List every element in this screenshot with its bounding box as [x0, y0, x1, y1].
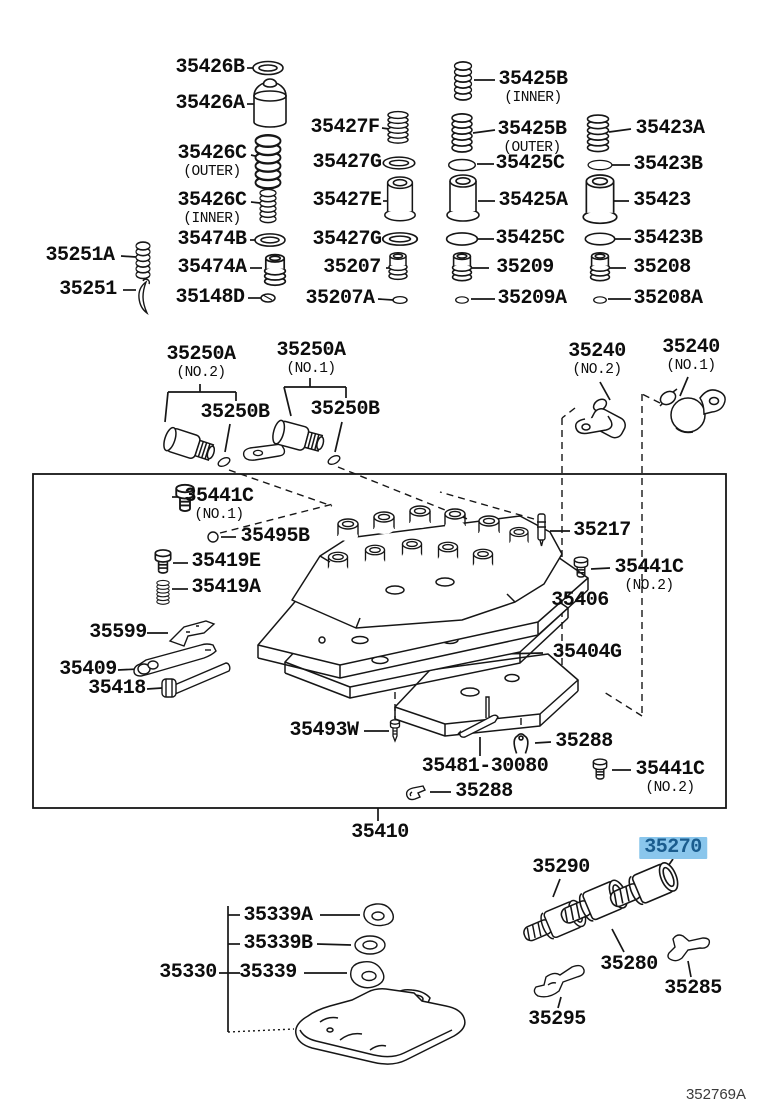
part-label-35208a[interactable] — [633, 289, 702, 309]
oring-icon — [585, 233, 614, 245]
solenoid-icon — [161, 426, 217, 465]
bracket-icon — [534, 966, 584, 997]
retainer-icon — [265, 255, 286, 286]
seal-icon — [351, 962, 384, 988]
part-qualifier: (NO.2) — [176, 365, 226, 381]
plate-icon — [170, 621, 214, 646]
part-label-35250b-1[interactable] — [200, 403, 269, 423]
diagram-code: 352769A — [685, 1086, 747, 1103]
part-label-35423[interactable] — [633, 191, 691, 211]
oil-strainer-icons — [296, 904, 465, 1064]
part-qualifier: (OUTER) — [503, 140, 561, 156]
piston-icon — [254, 79, 286, 127]
retainer-icon — [389, 253, 407, 280]
part-number: 35423B — [633, 227, 703, 250]
part-label-35280[interactable] — [600, 955, 658, 975]
part-label-35493w[interactable] — [289, 721, 358, 741]
part-number: 35426C — [177, 142, 247, 165]
part-number: 35410 — [351, 821, 409, 844]
spring-icon — [452, 114, 472, 152]
part-qualifier: (INNER) — [183, 211, 241, 227]
part-label-35250b-2[interactable] — [310, 400, 379, 420]
sensor-icon — [658, 389, 725, 433]
spring-icon — [455, 62, 472, 100]
part-number-highlighted: 35270 — [639, 837, 707, 859]
part-qualifier: (NO.1) — [286, 361, 336, 377]
part-number: 35425B — [497, 118, 567, 141]
part-number: 35240 — [568, 340, 626, 363]
solenoid-bracket — [244, 444, 285, 460]
part-label-35427f[interactable] — [310, 118, 379, 138]
spring-icon — [157, 580, 169, 604]
part-number: 35441C — [635, 758, 705, 781]
part-number: 35240 — [662, 336, 720, 359]
part-number: 35474A — [177, 256, 247, 279]
part-label-35474a[interactable] — [177, 258, 246, 278]
part-label-35240-no1[interactable] — [662, 338, 720, 375]
part-label-35426c-inner[interactable] — [177, 191, 246, 228]
part-label-35441c-no2-mid[interactable] — [614, 558, 683, 595]
part-label-35423b-2[interactable] — [633, 229, 702, 249]
part-label-35290[interactable] — [532, 858, 590, 878]
lever-icon — [134, 644, 216, 676]
part-number: 35339 — [239, 961, 297, 984]
strainer-icon — [296, 989, 465, 1064]
part-label-35441c-no1[interactable] — [184, 487, 253, 524]
part-number: 35419A — [191, 576, 261, 599]
part-label-35251[interactable] — [59, 280, 117, 300]
part-number: 35250A — [276, 339, 346, 362]
oring-icon — [327, 454, 342, 466]
part-label-35425b-inner[interactable] — [498, 70, 567, 107]
part-label-35339a[interactable] — [243, 906, 312, 926]
part-number: 35330 — [159, 961, 217, 984]
part-label-35404g[interactable] — [552, 643, 621, 663]
part-number: 35250B — [200, 401, 270, 424]
part-label-35419a[interactable] — [191, 578, 260, 598]
part-number: 35425C — [495, 227, 565, 250]
screw-icon — [391, 720, 400, 741]
spring-icon — [136, 242, 150, 279]
ring-icon — [594, 297, 607, 303]
piston-icon — [583, 175, 617, 223]
piston-icon — [447, 175, 479, 221]
part-number: 35409 — [59, 658, 117, 681]
part-label-35288-2[interactable] — [455, 782, 513, 802]
part-number: 35474B — [177, 228, 247, 251]
part-label-35495b[interactable] — [240, 527, 309, 547]
part-label-35217[interactable] — [573, 521, 631, 541]
part-label-35148d[interactable] — [175, 288, 244, 308]
rod-icon — [162, 663, 230, 697]
part-number: 35209A — [497, 287, 567, 310]
part-label-35250a-no2[interactable] — [166, 345, 235, 382]
part-number: 35426B — [175, 56, 245, 79]
part-label-35425c-1[interactable] — [495, 154, 564, 174]
oring-icon — [253, 62, 283, 75]
part-number: 35288 — [455, 780, 513, 803]
part-number: 35208 — [633, 256, 691, 279]
clip-icon — [514, 734, 528, 753]
ring-icon — [393, 297, 407, 304]
spring-icon — [256, 135, 281, 188]
part-label-35423a[interactable] — [635, 119, 704, 139]
part-label-35599[interactable] — [89, 623, 147, 643]
part-label-35339b[interactable] — [243, 934, 312, 954]
part-label-35288-1[interactable] — [555, 732, 613, 752]
part-number: 35209 — [496, 256, 554, 279]
spring-icon — [260, 189, 276, 222]
part-number: 35295 — [528, 1008, 586, 1031]
part-number: 35426A — [175, 92, 245, 115]
part-label-35425c-2[interactable] — [495, 229, 564, 249]
part-number: 35251 — [59, 278, 117, 301]
washer-icon — [355, 936, 385, 954]
oring-icon — [217, 456, 232, 468]
part-label-35419e[interactable] — [191, 552, 260, 572]
oring-icon — [255, 234, 285, 246]
part-label-35209a[interactable] — [497, 289, 566, 309]
part-label-35427g-1[interactable] — [312, 153, 381, 173]
sensor-icon — [576, 397, 628, 441]
part-label-35295[interactable] — [528, 1010, 586, 1030]
part-label-35423b-1[interactable] — [633, 155, 702, 175]
part-number: 35290 — [532, 856, 590, 879]
bracket-hole — [254, 450, 263, 455]
part-label-35426b[interactable] — [175, 58, 244, 78]
part-label-35427g-2[interactable] — [312, 230, 381, 250]
part-number: 35406 — [551, 589, 609, 612]
clip-icon — [139, 279, 149, 313]
part-number: 35250A — [166, 343, 236, 366]
retainer-icon — [453, 253, 472, 281]
oring-icon — [447, 233, 478, 245]
part-qualifier: (NO.2) — [624, 578, 674, 594]
part-label-35251a[interactable] — [45, 246, 114, 266]
part-number: 35207 — [323, 256, 381, 279]
part-number: 35427G — [312, 151, 382, 174]
part-number: 35251A — [45, 244, 115, 267]
part-number: 35208A — [633, 287, 703, 310]
part-label-35270-highlighted[interactable] — [639, 837, 707, 859]
part-number: 35426C — [177, 189, 247, 212]
part-number: 35207A — [305, 287, 375, 310]
part-qualifier: (NO.2) — [572, 362, 622, 378]
oring-icon — [588, 160, 612, 169]
part-number: 35493W — [289, 719, 359, 742]
part-qualifier: (OUTER) — [183, 164, 241, 180]
spring-icon — [388, 112, 408, 144]
part-label-35208[interactable] — [633, 258, 691, 278]
part-label-35207[interactable] — [323, 258, 381, 278]
part-label-35410[interactable] — [351, 823, 409, 843]
part-number: 35481-30080 — [421, 755, 549, 778]
part-number: 35250B — [310, 398, 380, 421]
part-label-35427e[interactable] — [312, 191, 381, 211]
part-number: 35339A — [243, 904, 313, 927]
part-number: 35495B — [240, 525, 310, 548]
part-number: 35423B — [633, 153, 703, 176]
part-qualifier: (NO.1) — [194, 507, 244, 523]
clip-icon — [407, 786, 425, 800]
part-label-35425a[interactable] — [498, 191, 567, 211]
part-number: 35425A — [498, 189, 568, 212]
part-label-35207a[interactable] — [305, 289, 374, 309]
ring-icon — [456, 297, 469, 303]
piston-icon — [385, 177, 415, 221]
bolt-icon — [155, 550, 170, 573]
part-number: 35404G — [552, 641, 622, 664]
part-label-35426a[interactable] — [175, 94, 244, 114]
part-label-35418[interactable] — [88, 679, 146, 699]
part-label-35330[interactable] — [159, 963, 217, 983]
part-qualifier: (INNER) — [504, 90, 562, 106]
bracket-icon — [668, 935, 709, 961]
part-label-35426c-outer[interactable] — [177, 144, 246, 181]
part-number: 35423 — [633, 189, 691, 212]
part-number: 35217 — [573, 519, 631, 542]
part-number: 35425B — [498, 68, 568, 91]
part-number: 35288 — [555, 730, 613, 753]
bolt-icon — [593, 759, 606, 779]
part-number: 35427E — [312, 189, 382, 212]
part-number: 35339B — [243, 932, 313, 955]
oring-icon — [383, 157, 415, 169]
oring-icon — [449, 160, 476, 171]
part-number: 35441C — [184, 485, 254, 508]
part-number: 35418 — [88, 677, 146, 700]
part-number: 35425C — [495, 152, 565, 175]
part-number: 35441C — [614, 556, 684, 579]
grommet-icon — [364, 904, 393, 926]
part-number: 35427G — [312, 228, 382, 251]
part-number: 35427F — [310, 116, 380, 139]
part-label-35209[interactable] — [496, 258, 554, 278]
part-number: 35148D — [175, 286, 245, 309]
part-label-35339[interactable] — [239, 963, 297, 983]
part-number: 35280 — [600, 953, 658, 976]
ball-icon — [208, 532, 218, 542]
part-label-35441c-no2-bot[interactable] — [635, 760, 704, 797]
part-qualifier: (NO.2) — [645, 780, 695, 796]
retainer-icon — [591, 253, 610, 281]
part-label-35481-30080[interactable] — [422, 757, 549, 777]
part-qualifier: (NO.1) — [666, 358, 716, 374]
part-label-35406[interactable] — [551, 591, 609, 611]
part-label-35474b[interactable] — [177, 230, 246, 250]
part-number: 35285 — [664, 977, 722, 1000]
part-label-35285[interactable] — [664, 979, 722, 999]
part-number: 35419E — [191, 550, 261, 573]
part-number: 35599 — [89, 621, 147, 644]
spring-icon — [588, 115, 609, 152]
oring-icon — [383, 233, 418, 245]
part-number: 35423A — [635, 117, 705, 140]
part-label-35240-no2[interactable] — [568, 342, 626, 379]
part-label-35250a-no1[interactable] — [276, 341, 345, 378]
